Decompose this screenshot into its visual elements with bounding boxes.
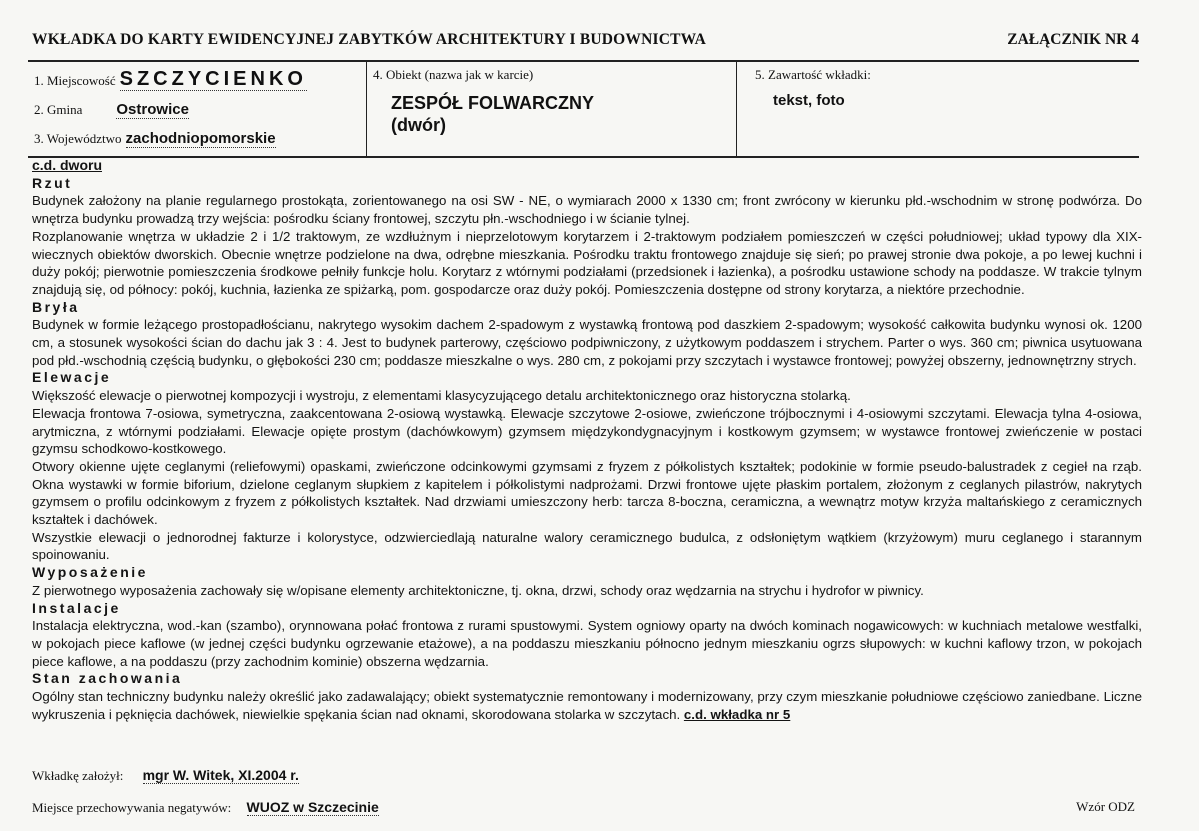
paragraph: Budynek założony na planie regularnego prostokąta, zorientowanego na osi SW - NE, o wymiarach 2000 x 1330 cm; front zwrócony w kierunku płd.-wschodnim w stronę podwórza. Do wnętrza budynku prowadzą trzy wejścia: pośrodku ściany frontowej, szczytu płn.-wschodniego i w ścianie tylnej. bbox=[32, 193, 1142, 227]
form-code: Wzór ODZ bbox=[1076, 799, 1135, 814]
obiekt-line-1: ZESPÓŁ FOLWARCZNY bbox=[391, 93, 595, 113]
wojewodztwo-value: zachodniopomorskie bbox=[125, 130, 276, 147]
contents-column bbox=[736, 62, 1140, 156]
author-value: mgr W. Witek, XI.2004 r. bbox=[142, 767, 299, 783]
obiekt-line-2: (dwór) bbox=[391, 115, 446, 135]
location-column bbox=[28, 62, 364, 156]
continuation-note: c.d. wkładka nr 5 bbox=[683, 706, 791, 722]
paragraph: Wszystkie elewacji o jednorodnej fakturze i kolorystyce, odzwierciedlają naturalne walory ceramicznego budulca, z odsłoniętym wątkiem (krzyżowym) muru ceglanego i starannym spoinowaniu. bbox=[32, 529, 1142, 563]
wojewodztwo-row bbox=[34, 130, 276, 148]
gmina-label: 2. Gmina bbox=[34, 102, 83, 117]
page-title: WKŁADKA DO KARTY EWIDENCYJNEJ ZABYTKÓW ARCHITEKTURY I BUDOWNICTWA bbox=[32, 31, 707, 48]
description-text bbox=[32, 157, 1142, 724]
stan-text: Ogólny stan techniczny budynku należy określić jako zadawalający; obiekt systematycznie remontowany i modernizowany, przy czym mieszkanie południowe częściowo zaniedbane. Liczne wykruszenia i pęknięcia dachówek, niewielkie spękania ścian nad oknami, skorodowana stolarka w szczytach. bbox=[32, 689, 1142, 722]
object-column bbox=[366, 62, 735, 156]
section-heading-instalacje: Instalacje bbox=[32, 599, 121, 616]
paragraph: Instalacja elektryczna, wod.-kan (szambo), orynnowana połać frontowa z rurami spustowymi. System ogniowy oparty na dwóch kominach nogawicowych: w kuchniach metalowe westfalki, w pokojach piece kaflowe (w jednej części budynku ogrzewanie etażowe), a na poddaszu mieszkaniu północno jednym mieszkaniu ogrzs słupowych: w kuchni kaflowy trzon, w pokojach piece kaflowe, a na poddaszu (przy zachodnim kominie) obszerna wędzarnia. bbox=[32, 618, 1142, 669]
gmina-row bbox=[34, 101, 189, 119]
paragraph: Budynek w formie leżącego prostopadłościanu, nakrytego wysokim dachem 2-spadowym z wystawką frontową pod daszkiem 2-spadowym; wysokość całkowita budynku wynosi ok. 1200 cm, a stosunek wysokości ścian do dachu jak 3 : 4. Jest to budynek parterowy, częściowo podpiwniczony, z użytkowym poddaszem i strychem. Parter o wys. 360 cm; piwnica usytuowana pod płd.-wschodnią częścią budynku, o głębokości 230 cm; poddasze mieszkalne o wys. 280 cm, z pokojami przy szczytach i wystawce frontowej; powyżej obszerny, jednownętrzny strych. bbox=[32, 317, 1142, 368]
section-heading-rzut: Rzut bbox=[32, 174, 73, 191]
paragraph bbox=[32, 688, 1142, 723]
paragraph: Większość elewacje o pierwotnej kompozycji i wystroju, z elementami klasycyzującego detalu architektonicznego oraz historyczna stolarką. bbox=[32, 388, 851, 404]
paragraph: Elewacja frontowa 7-osiowa, symetryczna, zaakcentowana 2-osiową wystawką. Elewacje szczytowe 2-osiowe, zwieńczone trójbocznymi i 4-osiowymi szczytami. Elewacja tylna 4-osiowa, arytmiczna, z wtórnymi podziałami. Elewacje opięte prostym (dachówkowym) gzymsem międzykondygnacyjnym i kostkowym gzymsem; w wystawce frontowej zwieńczenie w postaci gzymsu schodkowo-kostkowego. bbox=[32, 405, 1142, 457]
miejscowosc-label: 1. Miejscowość bbox=[34, 73, 116, 88]
author-label: Wkładkę założył: bbox=[32, 768, 124, 783]
section-heading-elewacje: Elewacje bbox=[32, 369, 112, 386]
zawartosc-value: tekst, foto bbox=[773, 92, 845, 109]
section-heading-bryla: Bryła bbox=[32, 298, 80, 315]
section-heading-wyposazenie: Wyposażenie bbox=[32, 564, 148, 581]
section-heading-stan: Stan zachowania bbox=[32, 670, 183, 687]
header-fields bbox=[28, 60, 1139, 158]
negatives-row bbox=[32, 799, 379, 816]
paragraph: Rozplanowanie wnętrza w układzie 2 i 1/2 traktowym, ze wzdłużnym i nieprzelotowym korytarzem i 2-traktowym podziałem pomieszczeń w części południowej; układ typowy dla XIX-wiecznych obiektów dworskich. Obecnie wnętrze podzielone na dwa, odrębne mieszkania. Pośrodku traktu frontowego znajduje się sień; po prawej stronie dwa pokoje, a po lewej kuchni i duży pokój; pierwotnie pomieszczenia środkowe pełniły funkcje holu. Korytarz z wtórnymi podziałami (przedsionek i łazienka), a pośrodku ustawione schody na poddasze. W trakcie tylnym znajdują się, od północy: pokój, kuchnia, łazienka ze spiżarką, pom. gospodarcze oraz duży pokój. Pomieszczenia dostępne od strony korytarza, a niektóre przechodnie. bbox=[32, 228, 1142, 297]
miejscowosc-row bbox=[34, 68, 307, 91]
zawartosc-label: 5. Zawartość wkładki: bbox=[755, 67, 871, 82]
negatives-value: WUOZ w Szczecinie bbox=[246, 799, 379, 815]
obiekt-value bbox=[391, 92, 594, 136]
wojewodztwo-label: 3. Województwo bbox=[34, 131, 122, 146]
annex-number: ZAŁĄCZNIK NR 4 bbox=[1007, 31, 1139, 48]
author-row bbox=[32, 767, 299, 784]
obiekt-label: 4. Obiekt (nazwa jak w karcie) bbox=[373, 67, 534, 82]
gmina-value: Ostrowice bbox=[116, 101, 189, 118]
continuation-subtitle: c.d. dworu bbox=[32, 157, 102, 173]
paragraph: Z pierwotnego wyposażenia zachowały się w/opisane elementy architektoniczne, tj. okna, drzwi, schody oraz wędzarnia na strychu i hydrofor w piwnicy. bbox=[32, 582, 924, 598]
negatives-label: Miejsce przechowywania negatywów: bbox=[32, 800, 232, 815]
paragraph: Otwory okienne ujęte ceglanymi (reliefowymi) opaskami, zwieńczone odcinkowymi gzymsami z fryzem z półkolistych kształtek; podokinie w formie pseudo-balustradek z cegieł na rząb. Okna wystawki w formie biforium, dzielone ceglanym słupkiem z kapitelem i półkolistymi nadprożami. Drzwi frontowe ujęte płaskim portalem, złożonym z ceglanych pilastrów, nakrytych gzymsem o profilu odcinkowym z fryzem z półkolistych kształtek. Nad drzwiami umieszczony herb: tarcza 8-boczna, ceramiczna, a wewnątrz motyw krzyża maltańskiego z ceramicznych kształtek i dachówek. bbox=[32, 458, 1142, 528]
miejscowosc-value: SZCZYCIENKO bbox=[119, 68, 307, 90]
